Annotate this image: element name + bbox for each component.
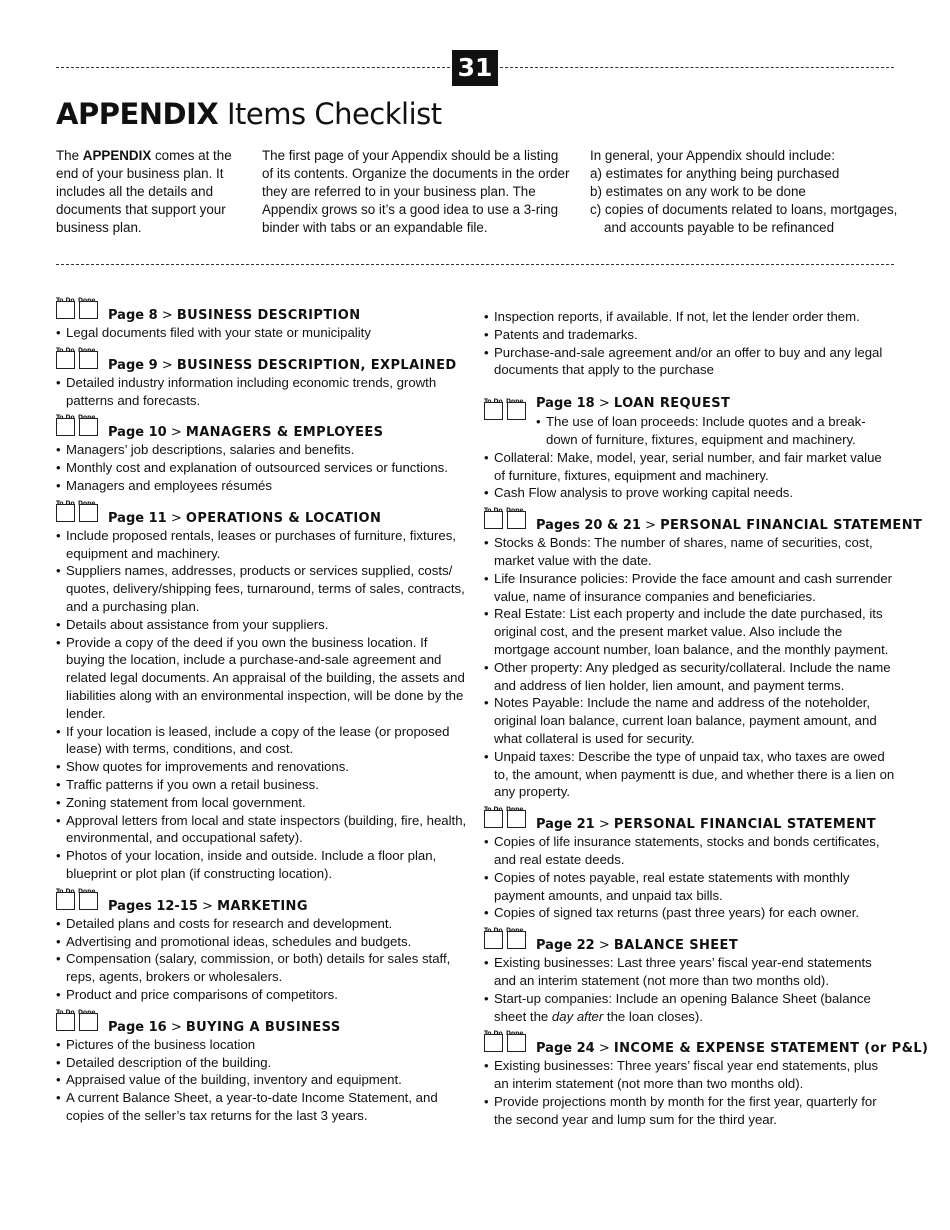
section-header [56, 292, 468, 324]
section-header [56, 409, 468, 441]
done-checkbox[interactable] [507, 402, 526, 420]
section-page: Page 21 [536, 817, 595, 833]
checklist-left-column [56, 292, 468, 1125]
section-name: PERSONAL FINANCIAL STATEMENT [613, 817, 877, 833]
section-title [108, 898, 308, 916]
section-name: BUSINESS DESCRIPTION, EXPLAINED [176, 357, 457, 373]
intro-text: The [56, 148, 83, 163]
done-checkbox[interactable] [507, 810, 526, 828]
list-item: • Include proposed rentals, leases or purchases of furniture, fixtures, equipment and machinery. [56, 527, 468, 563]
list-item: • Detailed description of the building. [56, 1054, 468, 1072]
list-item: • Suppliers names, addresses, products or services supplied, costs/ quotes, delivery/shipping fees, turnaround, terms of sales, contracts, and a purchasing plan. [56, 562, 468, 615]
list-item: • Provide a copy of the deed if you own the business location. If buying the location, include a purchase-and-sale agreement and related legal documents. An appraisal of the building, the assets and liabilities along with an environmental inspection, will be done by the lender. [56, 634, 468, 723]
item-text: the loan closes). [603, 1008, 703, 1024]
section-page: Page 24 [536, 1041, 595, 1057]
done-label: Done [506, 1030, 524, 1038]
item-emphasis: day after [551, 1008, 604, 1024]
section-title [108, 307, 361, 325]
intro-column-2 [262, 147, 572, 237]
section-page: Page 11 [108, 510, 167, 526]
todo-checkbox[interactable] [56, 418, 75, 436]
todo-checkbox[interactable] [484, 810, 503, 828]
done-label: Done [506, 806, 524, 814]
list-item: • Show quotes for improvements and renovations. [56, 758, 468, 776]
todo-checkbox[interactable] [56, 351, 75, 369]
list-item: • Existing businesses: Three years’ fiscal year end statements, plus an interim statement (not more than two months old). [484, 1057, 896, 1093]
dashed-rule-left [56, 67, 450, 68]
section-title [536, 937, 738, 955]
section-name: OPERATIONS & LOCATION [185, 510, 382, 526]
list-item: • Managers’ job descriptions, salaries and benefits. [56, 441, 468, 459]
section-header [56, 1004, 468, 1036]
section-separator: > [166, 510, 186, 526]
page-number: 31 [452, 50, 498, 86]
section-header [484, 801, 896, 833]
section-header [484, 502, 923, 534]
list-item: • Existing businesses: Last three years’ fiscal year-end statements and an interim statement (not more than two months old). [484, 954, 896, 990]
done-checkbox[interactable] [79, 418, 98, 436]
intro-text: The first page of your Appendix should be a listing of its contents. Organize the documents in the order they are referred to in your business plan. The Appendix grows so it’s a good idea to use a 3-ring binder with tabs or an expandable file. [262, 148, 570, 235]
section-header [56, 495, 468, 527]
list-item: • Purchase-and-sale agreement and/or an offer to buy and any legal documents that apply to the purchase [484, 344, 896, 380]
list-item: • Compensation (salary, commission, or both) details for sales staff, reps, agents, brokers or wholesalers. [56, 950, 468, 986]
todo-label: To Do [56, 297, 75, 304]
intro-list-item: c) copies of documents related to loans, mortgages, and accounts payable to be refinanced [590, 202, 898, 235]
todo-checkbox[interactable] [56, 892, 75, 910]
list-item: • Product and price comparisons of competitors. [56, 986, 468, 1004]
todo-checkbox[interactable] [484, 511, 503, 529]
list-item: • Photos of your location, inside and outside. Include a floor plan, blueprint or plot plan (if constructing location). [56, 847, 468, 883]
checklist-right-column [484, 308, 929, 1128]
list-item: • Other property: Any pledged as security/collateral. Include the name and address of lien holder, lien amount, and payment terms. [484, 659, 896, 695]
section-page: Page 22 [536, 938, 595, 954]
section-name: INCOME & EXPENSE STATEMENT (or P&L) [613, 1041, 929, 1057]
list-item: • Zoning statement from local government. [56, 794, 468, 812]
section-title [536, 1040, 928, 1058]
section-separator: > [594, 1041, 614, 1057]
section-title [536, 517, 922, 535]
section-name: BUYING A BUSINESS [185, 1019, 341, 1035]
section-header [56, 883, 468, 915]
done-checkbox[interactable] [79, 301, 98, 319]
section-separator: > [594, 817, 614, 833]
done-checkbox[interactable] [79, 892, 98, 910]
todo-label: To Do [56, 414, 75, 422]
done-label: Done [78, 297, 96, 304]
list-item: • Real Estate: List each property and include the date purchased, its original cost, and the present market value. Also include the mortgage account number, loan balance, and the monthly payment. [484, 605, 896, 658]
list-item: • Inspection reports, if available. If not, let the lender order them. [484, 308, 896, 326]
list-item: • Pictures of the business location [56, 1036, 468, 1054]
section-page: Pages 12-15 [108, 898, 198, 914]
list-item: • Advertising and promotional ideas, schedules and budgets. [56, 933, 468, 951]
section-header [484, 922, 896, 954]
section-name: PERSONAL FINANCIAL STATEMENT [660, 518, 923, 534]
intro-column-3 [590, 147, 910, 237]
list-item: • Collateral: Make, model, year, serial number, and fair market value of furniture, fixtures, equipment and machinery. [484, 449, 896, 485]
section-name: LOAN REQUEST [613, 396, 731, 412]
section-separator: > [594, 938, 614, 954]
done-label: Done [78, 1008, 96, 1016]
section-header [484, 1025, 929, 1057]
title-rest: Items Checklist [218, 97, 442, 131]
todo-label: To Do [56, 346, 75, 354]
section-separator: > [640, 518, 661, 534]
todo-checkbox[interactable] [56, 301, 75, 319]
list-item: • Patents and trademarks. [484, 326, 896, 344]
section-page: Page 10 [108, 425, 167, 441]
list-item: • Detailed industry information including economic trends, growth patterns and forecasts. [56, 374, 468, 410]
section-name: MARKETING [217, 898, 308, 914]
done-label: Done [78, 414, 96, 422]
section-title [536, 816, 876, 834]
section-separator: > [197, 898, 218, 914]
done-checkbox[interactable] [79, 1013, 98, 1031]
section-separator: > [157, 308, 177, 323]
todo-checkbox[interactable] [56, 504, 75, 522]
intro-lead: In general, your Appendix should include: [590, 148, 835, 163]
list-item: • The use of loan proceeds: Include quotes and a break-down of furniture, fixtures, equipment and machinery. [536, 413, 896, 449]
list-item: • Approval letters from local and state inspectors (building, fire, health, environmental, and occupational safety). [56, 812, 468, 848]
list-item: • Managers and employees résumés [56, 477, 468, 495]
list-item: • Notes Payable: Include the name and address of the noteholder, original loan balance, current loan balance, payment amount, and what collateral is used for security. [484, 694, 896, 747]
section-separator: > [166, 1019, 186, 1035]
todo-label: To Do [484, 507, 503, 515]
page-header [56, 50, 894, 86]
done-checkbox[interactable] [507, 511, 526, 529]
section-title [108, 1019, 341, 1037]
intro-text: comes at the end of your business plan. It includes all the details and documents that support your business plan. [56, 148, 232, 235]
todo-label: To Do [484, 927, 503, 935]
todo-label: To Do [484, 806, 503, 814]
section-title [108, 510, 381, 528]
intro-list-item: b) estimates on any work to be done [590, 184, 806, 199]
todo-label: To Do [56, 887, 75, 895]
list-item: • If your location is leased, include a copy of the lease (or proposed lease) with terms, conditions, and cost. [56, 723, 468, 759]
section-page: Page 16 [108, 1019, 167, 1035]
todo-checkbox[interactable] [484, 1034, 503, 1052]
section-header [484, 393, 896, 413]
list-item: • A current Balance Sheet, a year-to-date Income Statement, and copies of the seller’s tax returns for the last 3 years. [56, 1089, 468, 1125]
todo-checkbox[interactable] [56, 1013, 75, 1031]
section-name: MANAGERS & EMPLOYEES [185, 425, 384, 441]
intro-list-item: a) estimates for anything being purchased [590, 166, 840, 181]
list-item: • Details about assistance from your suppliers. [56, 616, 468, 634]
list-item: • Copies of notes payable, real estate statements with monthly payment amounts, and unpaid tax bills. [484, 869, 896, 905]
section-separator: > [157, 357, 177, 373]
dashed-separator [56, 264, 894, 265]
done-label: Done [506, 507, 524, 515]
section-page: Pages 20 & 21 [536, 518, 641, 534]
section-title [536, 395, 730, 413]
done-label: Done [506, 927, 524, 935]
list-item: • Monthly cost and explanation of outsourced services or functions. [56, 459, 468, 477]
todo-checkbox[interactable] [484, 402, 503, 420]
list-item: • Unpaid taxes: Describe the type of unpaid tax, who taxes are owed to, the amount, when paymentt is due, and whether there is a lien on any property. [484, 748, 896, 801]
done-label: Done [506, 398, 524, 406]
list-item: • Stocks & Bonds: The number of shares, name of securities, cost, market value with the date. [484, 534, 896, 570]
done-label: Done [78, 346, 96, 354]
section-separator: > [594, 396, 614, 412]
section-separator: > [166, 425, 186, 441]
section-page: Page 8 [108, 308, 158, 323]
list-item: • Traffic patterns if you own a retail business. [56, 776, 468, 794]
section-page: Page 18 [536, 396, 595, 412]
intro-bold: APPENDIX [82, 148, 152, 163]
list-item: • Appraised value of the building, inventory and equipment. [56, 1071, 468, 1089]
item-text: Start-up companies: Include an opening Balance Sheet (balance sheet the [494, 990, 871, 1024]
list-item: • Detailed plans and costs for research and development. [56, 915, 468, 933]
done-label: Done [78, 499, 96, 507]
list-item: • Provide projections month by month for the first year, quarterly for the second year and lump sum for the third year. [484, 1093, 896, 1129]
title-bold: APPENDIX [56, 97, 219, 131]
page-title [56, 97, 442, 131]
done-checkbox[interactable] [79, 351, 98, 369]
list-item: • Legal documents filed with your state or municipality [56, 324, 468, 342]
list-item: • Copies of signed tax returns (past three years) for each owner. [484, 904, 896, 922]
list-item: • Cash Flow analysis to prove working capital needs. [484, 484, 896, 502]
done-checkbox[interactable] [507, 1034, 526, 1052]
section-header [56, 342, 468, 374]
todo-label: To Do [484, 398, 503, 406]
done-label: Done [78, 887, 96, 895]
section-page: Page 9 [108, 357, 158, 373]
section-title [108, 357, 457, 375]
todo-checkbox[interactable] [484, 931, 503, 949]
todo-label: To Do [484, 1030, 503, 1038]
list-item: • Life Insurance policies: Provide the face amount and cash surrender value, name of insurance companies and beneficiaries. [484, 570, 896, 606]
todo-label: To Do [56, 1008, 75, 1016]
done-checkbox[interactable] [507, 931, 526, 949]
section-title [108, 424, 383, 442]
list-item: • Copies of life insurance statements, stocks and bonds certificates, and real estate deeds. [484, 833, 896, 869]
intro-column-1 [56, 147, 246, 237]
todo-label: To Do [56, 499, 75, 507]
dashed-rule-right [500, 67, 894, 68]
done-checkbox[interactable] [79, 504, 98, 522]
section-name: BUSINESS DESCRIPTION [176, 308, 361, 323]
list-item [484, 990, 896, 1026]
section-name: BALANCE SHEET [613, 938, 739, 954]
